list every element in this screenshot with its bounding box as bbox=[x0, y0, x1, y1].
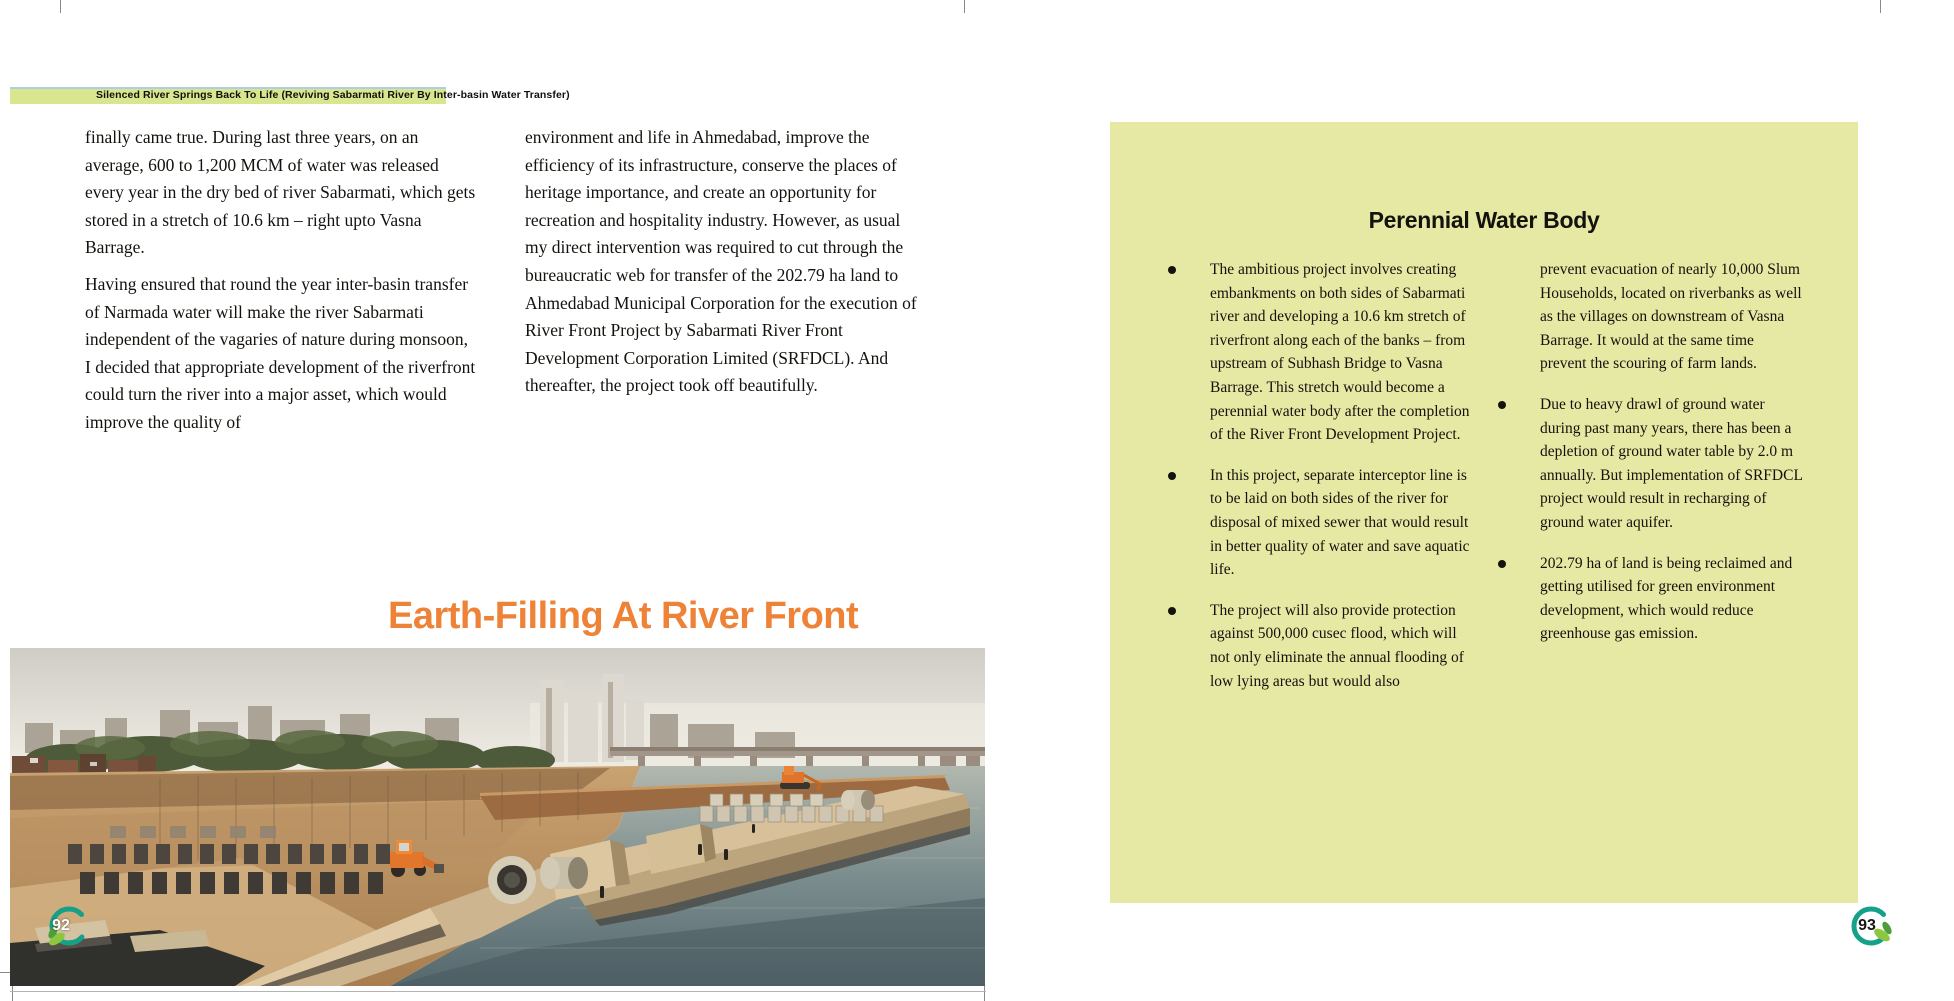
bullet-icon bbox=[1498, 401, 1506, 409]
bullet-text: The ambitious project involves creating embankments on both sides of Sabarmati river and developing a 10.6 km stretch of riverfront along each of the banks – from upstream of Subhash Bridge to Vasna Barrage. This stretch would become a perennial water body after the completion of the River Front Development Project. bbox=[1210, 261, 1470, 444]
body-column-2 bbox=[525, 124, 917, 409]
page-number-badge-left bbox=[44, 901, 94, 951]
page-number: 93 bbox=[1858, 917, 1876, 934]
bullet-item bbox=[1168, 258, 1480, 447]
paragraph: finally came true. During last three years, on an average, 600 to 1,200 MCM of water was released every year in the dry bed of river Sabarmati, which gets stored in a stretch of 10.6 km – right upto Vasna Barrage. bbox=[85, 127, 476, 258]
crop-mark bbox=[12, 985, 13, 1001]
page-number: 92 bbox=[52, 917, 70, 934]
crop-mark bbox=[984, 985, 985, 1001]
bullet-text: In this project, separate interceptor line is to be laid on both sides of the river for disposal of mixed sewer that would result in better quality of water and save aquatic life. bbox=[1210, 466, 1470, 579]
body-column-1 bbox=[85, 124, 477, 446]
bullet-text: 202.79 ha of land is being reclaimed and getting utilised for green environment development, which would reduce greenhouse gas emission. bbox=[1540, 554, 1793, 643]
panel-title: Perennial Water Body bbox=[1368, 207, 1600, 233]
crop-mark bbox=[60, 0, 61, 13]
paragraph: environment and life in Ahmedabad, improve the efficiency of its infrastructure, conserve the places of heritage importance, and create an opportunity for recreation and hospitality industry. However, as usual my direct intervention was required to cut through the bureaucratic web for transfer of the 202.79 ha land to Ahmedabad Municipal Corporation for the execution of River Front Project by Sabarmati River Front Development Corporation Limited (SRFDCL). And thereafter, the project took off beautifully. bbox=[525, 127, 917, 396]
perennial-water-body-panel bbox=[1110, 122, 1858, 903]
crop-mark bbox=[1880, 0, 1881, 13]
bullet-item bbox=[1168, 599, 1480, 693]
bullet-item bbox=[1498, 393, 1810, 535]
panel-column-1 bbox=[1168, 258, 1480, 693]
paragraph: Having ensured that round the year inter-basin transfer of Narmada water will make the river Sabarmati independent of the vagaries of nature during monsoon, I decided that appropriate development of the riverfront could turn the river into a major asset, which would improve the quality of bbox=[85, 273, 476, 432]
trim-line bbox=[10, 991, 986, 992]
bullet-text: The project will also provide protection against 500,000 cusec flood, which will not only eliminate the annual flooding of low lying areas but would also bbox=[1210, 601, 1464, 690]
bullet-text: prevent evacuation of nearly 10,000 Slum Households, located on riverbanks as well as the villages on downstream of Vasna Barrage. It would at the same time prevent the scouring of farm lands. bbox=[1540, 261, 1802, 373]
bullet-text: Due to heavy drawl of ground water during past many years, there has been a depletion of ground water table by 2.0 m annually. But implementation of SRFDCL project would result in recharging of ground water aquifer. bbox=[1540, 395, 1803, 531]
bullet-continuation bbox=[1498, 258, 1810, 376]
crop-mark bbox=[964, 0, 965, 13]
bullet-icon bbox=[1168, 472, 1176, 480]
bullet-icon bbox=[1168, 607, 1176, 615]
bullet-icon bbox=[1168, 266, 1176, 274]
bullet-icon bbox=[1498, 560, 1506, 568]
bullet-item bbox=[1498, 552, 1810, 646]
panel-column-2 bbox=[1498, 258, 1810, 646]
bullet-item bbox=[1168, 464, 1480, 582]
riverfront-construction-photo bbox=[10, 648, 985, 986]
section-heading: Earth-Filling At River Front bbox=[388, 595, 859, 637]
page-number-badge-right bbox=[1846, 901, 1896, 951]
running-header-title: Silenced River Springs Back To Life (Reviving Sabarmati River By Inter-basin Water Transfer) bbox=[96, 89, 570, 101]
